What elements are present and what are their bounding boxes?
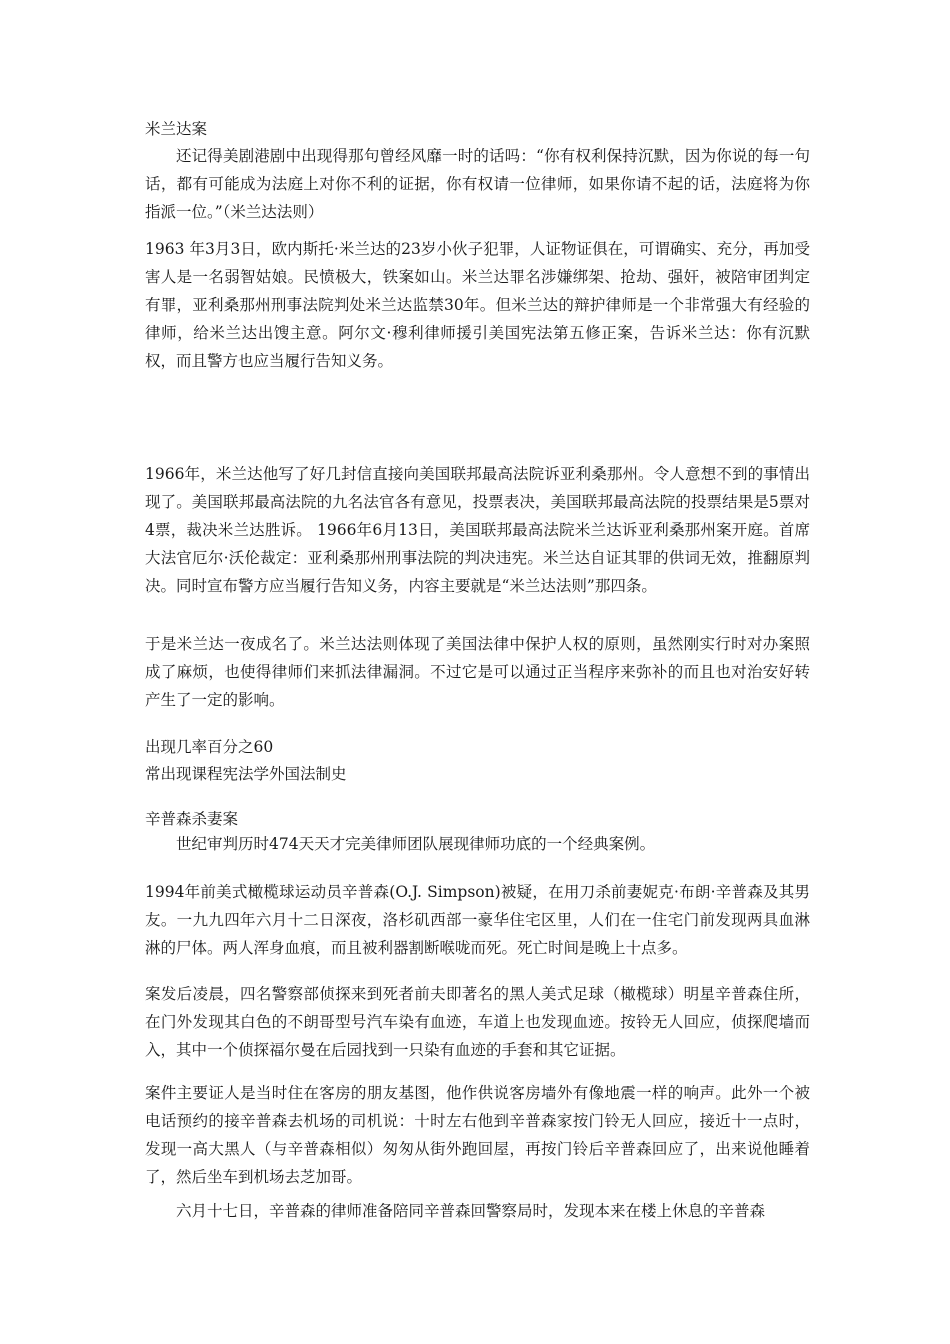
miranda-probability-note: 出现几率百分之60: [145, 738, 274, 756]
simpson-paragraph-3: 案件主要证人是当时住在客房的朋友基图，他作供说客房墙外有像地震一样的响声。此外一个被电话预约的接辛普森去机场的司机说：十时左右他到辛普森家按门铃无人回应，接近十一点时，发现一高大黑人（与辛普森相似）匆匆从街外跑回屋，再按门铃后辛普森回应了，出来说他睡着了，然后坐车到机场去芝加哥。: [145, 1084, 810, 1186]
miranda-paragraph-3: 于是米兰达一夜成名了。米兰达法则体现了美国法律中保护人权的原则，虽然刚实行时对办案照成了麻烦，也使得律师们来抓法律漏洞。不过它是可以通过正当程序来弥补的而且也对治安好转产生了一定的影响。: [145, 635, 810, 709]
simpson-paragraph-1: 1994年前美式橄榄球运动员辛普森(O.J. Simpson)被疑，在用刀杀前妻妮克·布朗·辛普森及其男友。一九九四年六月十二日深夜，洛杉矶西部一豪华住宅区里，人们在一住宅门前发现两具血淋淋的尸体。两人浑身血痕，而且被利器割断喉咙而死。死亡时间是晚上十点多。: [145, 883, 810, 957]
miranda-intro-paragraph: 还记得美剧港剧中出现得那句曾经风靡一时的话吗：“你有权利保持沉默，因为你说的每一句话，都有可能成为法庭上对你不利的证据，你有权请一位律师，如果你请不起的话，法庭将为你指派一位。”（米兰达法则）: [145, 147, 810, 221]
miranda-courses-note: 常出现课程宪法学外国法制史: [145, 765, 347, 783]
simpson-paragraph-2: 案发后凌晨，四名警察部侦探来到死者前夫即著名的黑人美式足球（橄榄球）明星辛普森住所，在门外发现其白色的不朗哥型号汽车染有血迹，车道上也发现血迹。按铃无人回应，侦探爬墙而入，其中一个侦探福尔曼在后园找到一只染有血迹的手套和其它证据。: [145, 985, 810, 1059]
simpson-paragraph-4: 六月十七日，辛普森的律师准备陪同辛普森回警察局时，发现本来在楼上休息的辛普森: [176, 1202, 766, 1220]
simpson-intro-paragraph: 世纪审判历时474天天才完美律师团队展现律师功底的一个经典案例。: [176, 835, 656, 853]
miranda-paragraph-2: 1966年，米兰达他写了好几封信直接向美国联邦最高法院诉亚利桑那州。令人意想不到的事情出现了。美国联邦最高法院的九名法官各有意见，投票表决，美国联邦最高法院的投票结果是5票对4票，裁决米兰达胜诉。 1966年6月13日，美国联邦最高法院米兰达诉亚利桑那州案开庭。首席大法官厄尔·沃伦裁定：亚利桑那州刑事法院的判决违宪。米兰达自证其罪的供词无效，推翻原判决。同时宣布警方应当履行告知义务，内容主要就是“米兰达法则”那四条。: [145, 465, 810, 595]
miranda-paragraph-1: 1963 年3月3日，欧内斯托·米兰达的23岁小伙子犯罪，人证物证俱在，可谓确实、充分，再加受害人是一名弱智姑娘。民愤极大，铁案如山。米兰达罪名涉嫌绑架、抢劫、强奸，被陪审团判定有罪，亚利桑那州刑事法院判处米兰达监禁30年。但米兰达的辩护律师是一个非常强大有经验的律师，给米兰达出馊主意。阿尔文·穆利律师援引美国宪法第五修正案，告诉米兰达：你有沉默权，而且警方也应当履行告知义务。: [145, 240, 810, 370]
section-title-simpson: 辛普森杀妻案: [145, 810, 239, 828]
section-title-miranda: 米兰达案: [145, 120, 208, 138]
